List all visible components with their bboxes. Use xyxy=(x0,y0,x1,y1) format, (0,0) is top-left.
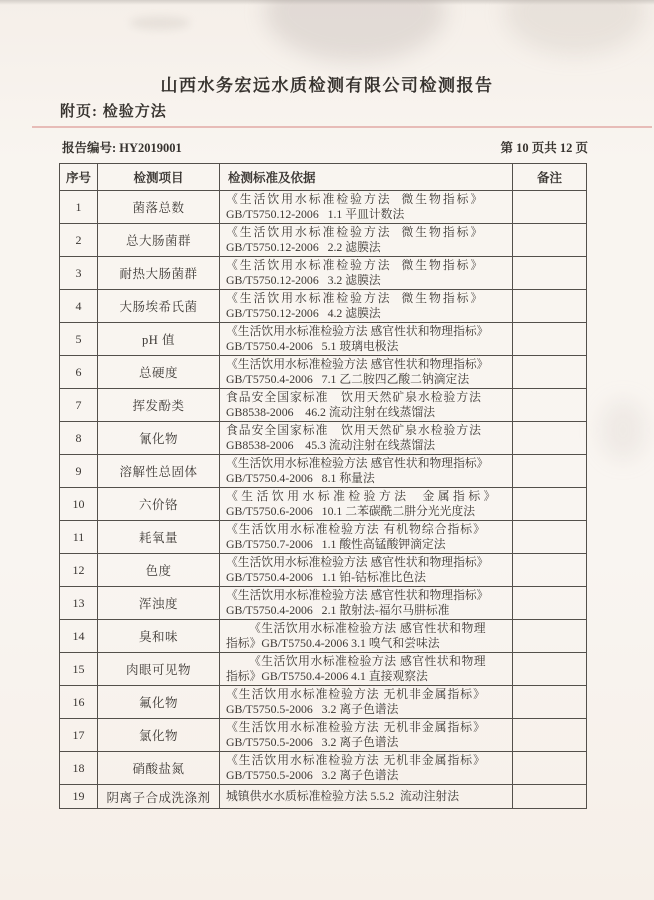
row-standard xyxy=(220,323,513,356)
report-number: 报告编号: HY2019001 xyxy=(62,141,182,155)
standard-line2: 指标》GB/T5750.4-2006 3.1 嗅气和尝味法 xyxy=(226,636,440,650)
methods-table xyxy=(59,163,587,809)
standard-line1: 《生活饮用水标准检验方法 感官性状和物理指标》 xyxy=(226,555,489,569)
table-row xyxy=(60,587,587,620)
row-remark xyxy=(513,752,587,785)
row-remark xyxy=(513,719,587,752)
col-header-remark: 备注 xyxy=(513,164,587,191)
standard-line2: GB/T5750.12-2006 4.2 滤膜法 xyxy=(226,306,381,320)
row-remark xyxy=(513,455,587,488)
row-standard xyxy=(220,257,513,290)
standard-line2: GB/T5750.5-2006 3.2 离子色谱法 xyxy=(226,768,399,782)
row-standard xyxy=(220,653,513,686)
standard-line1: 《生活饮用水标准检验方法 感官性状和物理指标》 xyxy=(226,588,489,602)
row-standard xyxy=(220,389,513,422)
standard-line2: GB/T5750.12-2006 3.2 滤膜法 xyxy=(226,273,381,287)
scan-edge-shadow xyxy=(0,0,654,5)
row-standard xyxy=(220,620,513,653)
standard-line1: 《生活饮用水标准检验方法 微生物指标》 xyxy=(226,225,485,239)
table-header-row xyxy=(60,164,587,191)
row-standard xyxy=(220,686,513,719)
row-item: 色度 xyxy=(98,554,220,587)
row-standard xyxy=(220,554,513,587)
table-row xyxy=(60,785,587,809)
standard-line1: 城镇供水水质标准检验方法 5.5.2 流动注射法 xyxy=(226,789,459,803)
standard-line1: 《生活饮用水标准检验方法 微生物指标》 xyxy=(226,192,485,206)
standard-line1: 《生活饮用水标准检验方法 有机物综合指标》 xyxy=(226,522,486,536)
row-no: 16 xyxy=(60,686,98,719)
table-row xyxy=(60,356,587,389)
standard-line1: 《生活饮用水标准检验方法 感官性状和物理指标》 xyxy=(226,324,489,338)
row-remark xyxy=(513,785,587,809)
row-no: 12 xyxy=(60,554,98,587)
row-item: 氯化物 xyxy=(98,719,220,752)
standard-line2: GB/T5750.4-2006 2.1 散射法-福尔马肼标准 xyxy=(226,603,450,617)
standard-line2: GB/T5750.4-2006 8.1 称量法 xyxy=(226,471,375,485)
scan-smudge xyxy=(505,0,645,55)
row-remark xyxy=(513,587,587,620)
table-row xyxy=(60,422,587,455)
row-item: 阴离子合成洗涤剂 xyxy=(98,785,220,809)
report-meta-row xyxy=(62,138,588,156)
row-no: 4 xyxy=(60,290,98,323)
standard-line2: GB/T5750.4-2006 1.1 铂-钴标准比色法 xyxy=(226,570,426,584)
row-no: 8 xyxy=(60,422,98,455)
row-standard xyxy=(220,488,513,521)
row-item: 耐热大肠菌群 xyxy=(98,257,220,290)
row-no: 14 xyxy=(60,620,98,653)
row-no: 7 xyxy=(60,389,98,422)
row-item: 氟化物 xyxy=(98,686,220,719)
row-standard xyxy=(220,356,513,389)
row-standard xyxy=(220,422,513,455)
standard-line1: 《生活饮用水标准检验方法 感官性状和物理 xyxy=(248,654,487,668)
row-remark xyxy=(513,686,587,719)
standard-line1: 《生活饮用水标准检验方法 无机非金属指标》 xyxy=(226,720,486,734)
table-row xyxy=(60,719,587,752)
row-item: 总硬度 xyxy=(98,356,220,389)
row-standard xyxy=(220,224,513,257)
row-remark xyxy=(513,323,587,356)
row-no: 1 xyxy=(60,191,98,224)
row-no: 19 xyxy=(60,785,98,809)
page-indicator: 第 10 页共 12 页 xyxy=(500,141,588,155)
row-item: 挥发酚类 xyxy=(98,389,220,422)
row-no: 15 xyxy=(60,653,98,686)
attachment-label: 附页: 检验方法 xyxy=(60,104,167,120)
row-no: 10 xyxy=(60,488,98,521)
scan-smudge xyxy=(130,16,190,30)
row-no: 6 xyxy=(60,356,98,389)
col-header-item: 检测项目 xyxy=(98,164,220,191)
row-item: 六价铬 xyxy=(98,488,220,521)
standard-line2: GB/T5750.12-2006 1.1 平皿计数法 xyxy=(226,207,405,221)
row-standard xyxy=(220,752,513,785)
table-row xyxy=(60,224,587,257)
row-standard xyxy=(220,521,513,554)
table-row xyxy=(60,752,587,785)
col-header-no: 序号 xyxy=(60,164,98,191)
row-item: 浑浊度 xyxy=(98,587,220,620)
red-underline xyxy=(32,126,652,128)
standard-line2: GB/T5750.12-2006 2.2 滤膜法 xyxy=(226,240,381,254)
row-no: 2 xyxy=(60,224,98,257)
table-row xyxy=(60,257,587,290)
row-item: 菌落总数 xyxy=(98,191,220,224)
row-remark xyxy=(513,422,587,455)
row-item: 耗氧量 xyxy=(98,521,220,554)
row-no: 13 xyxy=(60,587,98,620)
table-row xyxy=(60,191,587,224)
table-row xyxy=(60,488,587,521)
standard-line2: GB/T5750.4-2006 7.1 乙二胺四乙酸二钠滴定法 xyxy=(226,372,470,386)
table-row xyxy=(60,521,587,554)
standard-line1: 《生活饮用水标准检验方法 无机非金属指标》 xyxy=(226,687,486,701)
row-standard xyxy=(220,785,513,809)
standard-line2: GB8538-2006 45.3 流动注射在线蒸馏法 xyxy=(226,438,436,452)
row-item: 臭和味 xyxy=(98,620,220,653)
table-row xyxy=(60,653,587,686)
table-row xyxy=(60,323,587,356)
row-item: pH 值 xyxy=(98,323,220,356)
standard-line2: GB/T5750.5-2006 3.2 离子色谱法 xyxy=(226,702,399,716)
row-remark xyxy=(513,620,587,653)
standard-line1: 《生活饮用水标准检验方法 感官性状和物理指标》 xyxy=(226,456,489,470)
row-item: 大肠埃希氏菌 xyxy=(98,290,220,323)
row-no: 3 xyxy=(60,257,98,290)
standard-line1: 《生活饮用水标准检验方法 微生物指标》 xyxy=(226,291,485,305)
standard-line1: 《生活饮用水标准检验方法 金属指标》 xyxy=(226,489,499,503)
row-remark xyxy=(513,257,587,290)
row-standard xyxy=(220,191,513,224)
row-remark xyxy=(513,554,587,587)
standard-line2: GB/T5750.5-2006 3.2 离子色谱法 xyxy=(226,735,399,749)
table-row xyxy=(60,686,587,719)
report-title: 山西水务宏远水质检测有限公司检测报告 xyxy=(160,76,494,95)
scan-smudge xyxy=(265,0,445,62)
row-item: 总大肠菌群 xyxy=(98,224,220,257)
row-remark xyxy=(513,488,587,521)
row-remark xyxy=(513,191,587,224)
row-item: 肉眼可见物 xyxy=(98,653,220,686)
standard-line1: 食品安全国家标准 饮用天然矿泉水检验方法 xyxy=(226,423,482,437)
standard-line2: GB/T5750.6-2006 10.1 二苯碳酰二肼分光光度法 xyxy=(226,504,476,518)
row-no: 18 xyxy=(60,752,98,785)
row-item: 氰化物 xyxy=(98,422,220,455)
row-item: 硝酸盐氮 xyxy=(98,752,220,785)
standard-line1: 食品安全国家标准 饮用天然矿泉水检验方法 xyxy=(226,390,482,404)
table-row xyxy=(60,554,587,587)
row-no: 17 xyxy=(60,719,98,752)
standard-line1: 《生活饮用水标准检验方法 无机非金属指标》 xyxy=(226,753,486,767)
row-item: 溶解性总固体 xyxy=(98,455,220,488)
standard-line2: GB8538-2006 46.2 流动注射在线蒸馏法 xyxy=(226,405,436,419)
row-standard xyxy=(220,455,513,488)
table-row xyxy=(60,620,587,653)
row-no: 5 xyxy=(60,323,98,356)
row-no: 9 xyxy=(60,455,98,488)
standard-line1: 《生活饮用水标准检验方法 感官性状和物理 xyxy=(248,621,487,635)
row-remark xyxy=(513,521,587,554)
table-row xyxy=(60,455,587,488)
row-remark xyxy=(513,356,587,389)
row-standard xyxy=(220,587,513,620)
scan-smudge xyxy=(600,400,646,460)
standard-line1: 《生活饮用水标准检验方法 感官性状和物理指标》 xyxy=(226,357,489,371)
table-row xyxy=(60,389,587,422)
standard-line2: 指标》GB/T5750.4-2006 4.1 直接观察法 xyxy=(226,669,428,683)
row-remark xyxy=(513,653,587,686)
row-remark xyxy=(513,290,587,323)
standard-line2: GB/T5750.7-2006 1.1 酸性高锰酸钾滴定法 xyxy=(226,537,446,551)
table-row xyxy=(60,290,587,323)
standard-line2: GB/T5750.4-2006 5.1 玻璃电极法 xyxy=(226,339,399,353)
row-standard xyxy=(220,290,513,323)
row-remark xyxy=(513,389,587,422)
row-remark xyxy=(513,224,587,257)
standard-line1: 《生活饮用水标准检验方法 微生物指标》 xyxy=(226,258,485,272)
row-no: 11 xyxy=(60,521,98,554)
row-standard xyxy=(220,719,513,752)
col-header-standard: 检测标准及依据 xyxy=(220,164,513,191)
